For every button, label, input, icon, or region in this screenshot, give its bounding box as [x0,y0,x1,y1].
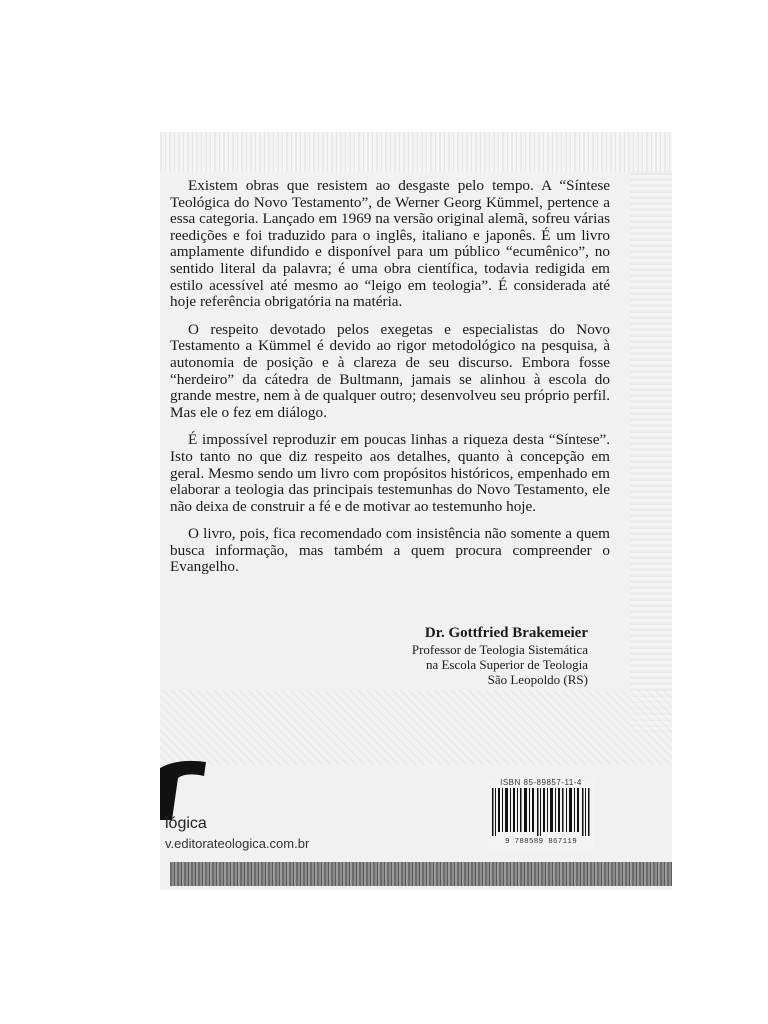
paragraph-1: Existem obras que resistem ao desgaste pelo tempo. A “Síntese Teológica do Novo Testamento”, de Werner Georg Kümmel, pertence a essa categoria. Lançado em 1969 na versão original alemã, sofreu várias reedições e foi traduzido para o inglês, italiano e japonês. É um livro amplamente difundido e disponível para um público “ecumênico”, no sentido literal da palavra; é uma obra científica, todavia redigida em estilo acessível até mesmo ao “leigo em teologia”. É considerada até hoje referência obrigatória na matéria. [170,177,610,311]
paragraph-3: É impossível reproduzir em poucas linhas a riqueza desta “Síntese”. Isto tanto no que diz respeito aos detalhes, quanto à concepção em geral. Mesmo sendo um livro com propósitos históricos, empenhado em elaborar a teologia das principais testemunhas do Novo Testamento, ele não deixa de construir a fé e de motivar ao testemunho hoje. [170,431,610,515]
isbn-label: ISBN 85-89857-11-4 [500,778,582,787]
barcode [488,778,594,850]
paragraph-2: O respeito devotado pelos exegetas e especialistas do Novo Testamento a Kümmel é devido ao rigor metodológico na pesquisa, à autonomia de posição e à clareza de seu discurso. Embora fosse “herdeiro” da cátedra de Bultmann, jamais se alinhou à escola do grande mestre, nem à de qualquer outro; desenvolveu seu próprio perfil. Mas ele o fez em diálogo. [170,320,610,421]
cover-bottom-band [170,862,672,886]
author-name: Dr. Gottfried Brakemeier [424,625,588,641]
publisher-logo-icon [160,758,208,820]
back-cover-text [170,178,610,587]
barcode-bars [492,788,590,836]
scan-noise-lower [160,690,672,765]
paragraph-4: O livro, pois, fica recomendado com insistência não somente a quem busca informação, mas também a quem procura compreender o Evangelho. [170,525,610,576]
author-location: São Leopoldo (RS) [487,672,588,687]
barcode-digits: 9 788589 867119 [504,838,577,846]
signature-block [360,624,588,687]
publisher-name: lógica [165,815,207,832]
author-title: Professor de Teologia Sistemática [411,642,588,657]
publisher-website: v.editorateologica.com.br [165,836,310,851]
author-institution: na Escola Superior de Teologia [425,657,588,672]
scan-noise-right [630,172,672,732]
scan-noise-top [160,132,672,172]
